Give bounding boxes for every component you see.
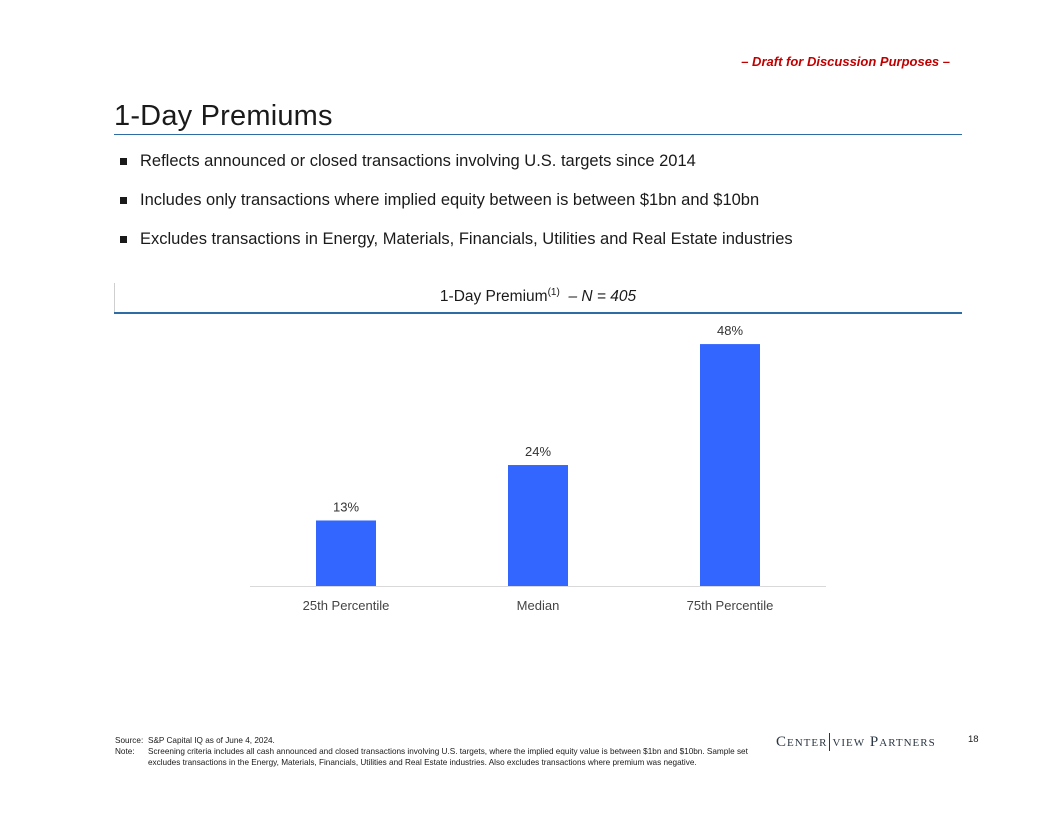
source-text: S&P Capital IQ as of June 4, 2024. bbox=[148, 736, 275, 745]
bullet-text: Excludes transactions in Energy, Materials, Financials, Utilities and Real Estate industries bbox=[140, 229, 793, 248]
data-label: 13% bbox=[332, 499, 360, 515]
note-text: Screening criteria includes all cash announced and closed transactions involving U.S. targets, where the implied equity value is between $1bn and $10bn. Sample set excludes transactions in the Energy, Materials, Financials, Utilities and Real Estate industries. Also excludes transactions where premium was negative. bbox=[148, 747, 748, 767]
page-title: 1-Day Premiums bbox=[114, 100, 333, 132]
data-label: 24% bbox=[524, 444, 552, 460]
data-label: 48% bbox=[716, 323, 744, 339]
draft-notice: – Draft for Discussion Purposes – bbox=[741, 54, 950, 69]
bar bbox=[316, 520, 376, 586]
note-label: Note: bbox=[115, 747, 135, 756]
bar bbox=[700, 344, 760, 586]
chart-title-text: 1-Day Premium bbox=[439, 288, 548, 305]
source-label: Source: bbox=[115, 736, 144, 745]
page-number: 18 bbox=[968, 734, 979, 745]
x-tick-label: Median bbox=[516, 598, 560, 613]
logo-left-word: Center bbox=[776, 733, 828, 750]
note-row bbox=[115, 746, 760, 768]
footnote-marker: (1) bbox=[547, 287, 560, 298]
company-logo bbox=[776, 732, 936, 752]
bullet-text: Includes only transactions where implied equity between is between $1bn and $10bn bbox=[140, 190, 760, 209]
sample-size-note: – N = 405 bbox=[568, 288, 637, 305]
bullet-text: Reflects announced or closed transactions involving U.S. targets since 2014 bbox=[140, 151, 696, 170]
source-row bbox=[115, 735, 760, 746]
logo-divider bbox=[829, 733, 830, 751]
bar bbox=[508, 465, 568, 586]
logo-right-word: view Partners bbox=[832, 733, 936, 750]
x-tick-label: 75th Percentile bbox=[686, 598, 774, 613]
x-tick-label: 25th Percentile bbox=[302, 598, 390, 613]
footnotes bbox=[115, 735, 760, 768]
